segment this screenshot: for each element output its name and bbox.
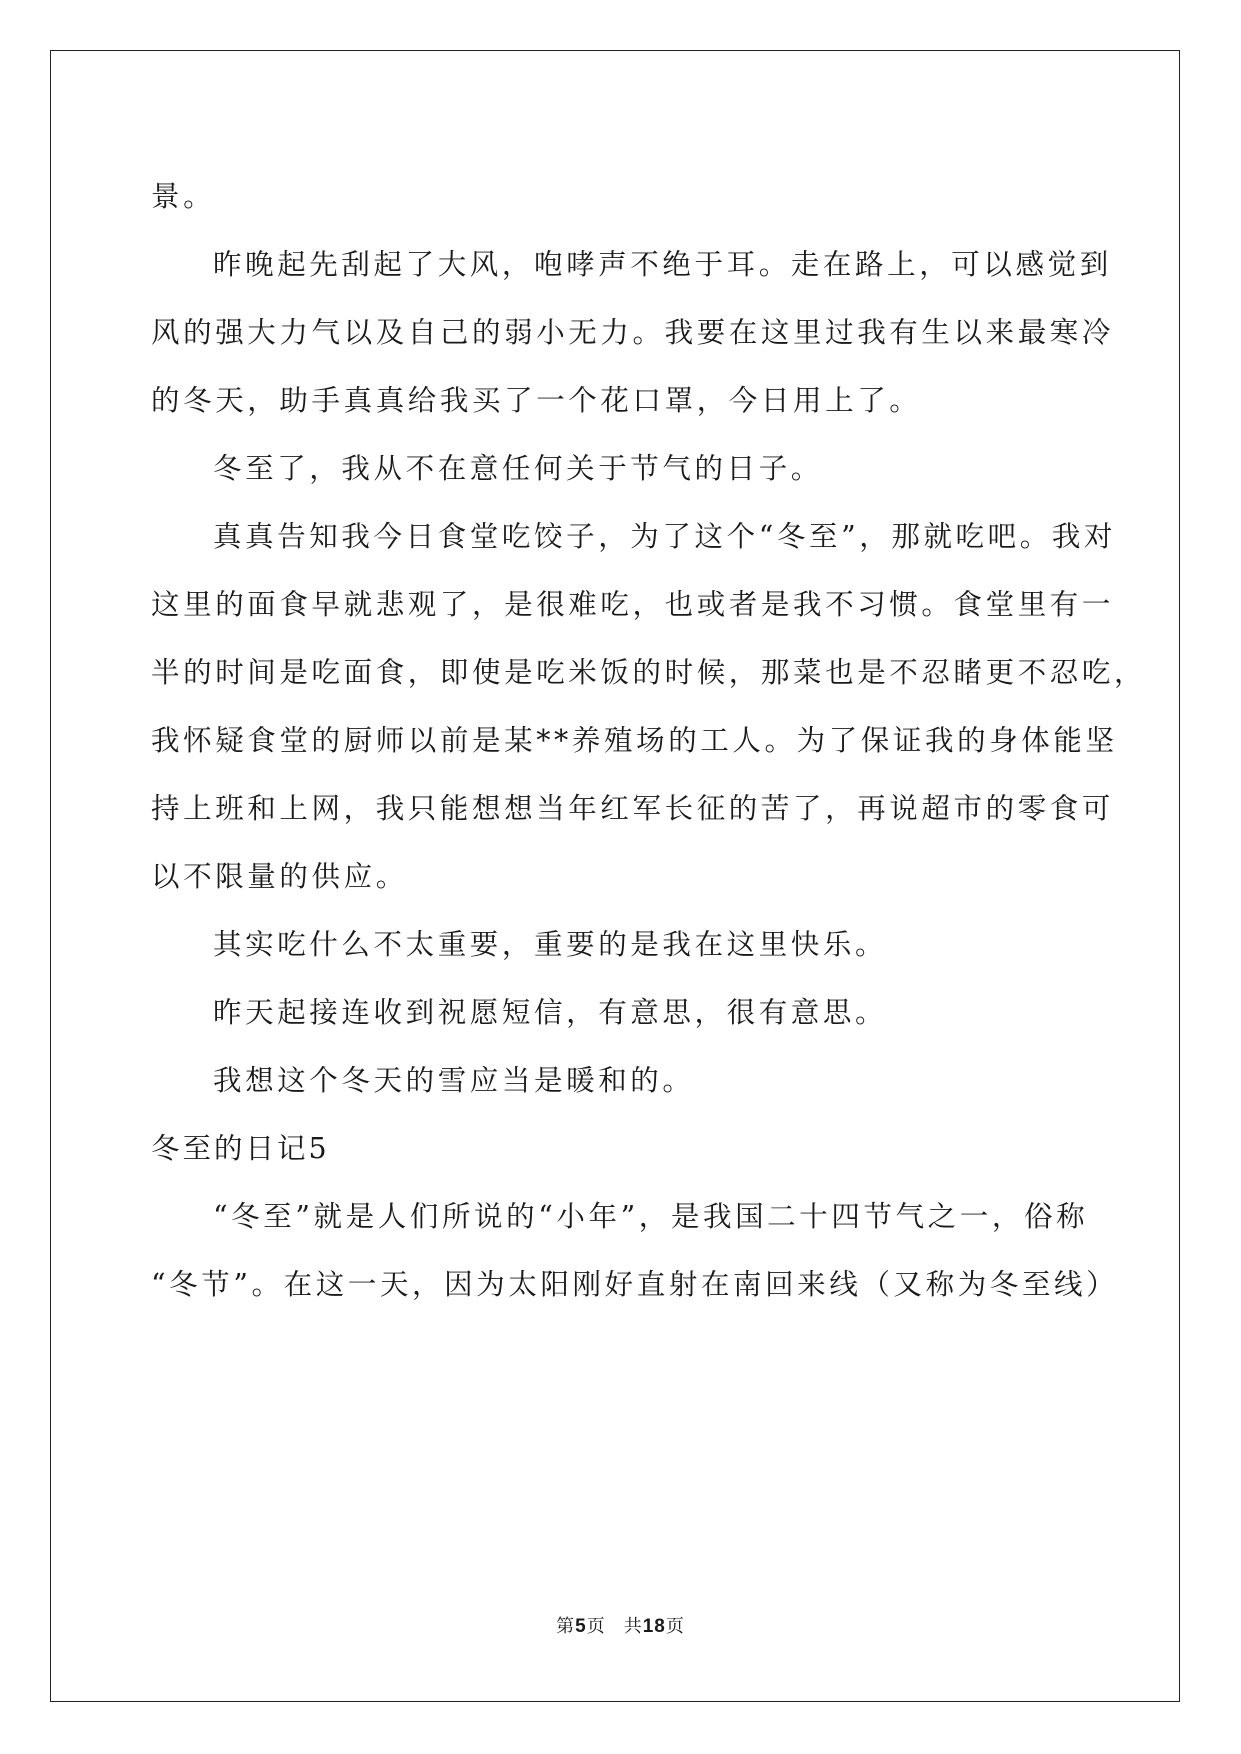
text-line: 我怀疑食堂的厨师以前是某**养殖场的工人。为了保证我的身体能坚 [151,724,1118,757]
total-prefix: 共 [623,1616,643,1637]
page-footer [0,1612,1241,1638]
total-pages: 18 [642,1616,666,1637]
text-line: 这里的面食早就悲观了，是很难吃，也或者是我不习惯。食堂里有一 [151,588,1115,621]
text-line: “冬节”。在这一天，因为太阳刚好直射在南回来线（又称为冬至线） [151,1268,1119,1301]
paragraph-start-line: “冬至”就是人们所说的“小年”，是我国二十四节气之一，俗称 [213,1200,1089,1233]
text-line: 风的强大力气以及自己的弱小无力。我要在这里过我有生以来最寒冷 [151,316,1115,349]
page-number: 5 [575,1616,587,1637]
total-suffix: 页 [665,1616,685,1637]
paragraph-start-line: 真真告知我今日食堂吃饺子，为了这个“冬至”，那就吃吧。我对 [213,520,1117,553]
page-prefix: 第 [556,1616,576,1637]
text-line: 持上班和上网，我只能想想当年红军长征的苦了，再说超市的零食可 [151,792,1115,825]
paragraph-start-line: 其实吃什么不太重要，重要的是我在这里快乐。 [213,928,888,961]
paragraph-start-line: 昨天起接连收到祝愿短信，有意思，很有意思。 [213,996,888,1029]
document-body [151,163,1147,1319]
text-line: 半的时间是吃面食，即使是吃米饭的时候，那菜也是不忍睹更不忍吃， [151,656,1147,689]
paragraph-start-line: 冬至了，我从不在意任何关于节气的日子。 [213,452,823,485]
paragraph-start-line: 昨晚起先刮起了大风，咆哮声不绝于耳。走在路上，可以感觉到 [213,248,1112,281]
paragraph-start-line: 我想这个冬天的雪应当是暖和的。 [213,1064,695,1097]
text-line: 的冬天，助手真真给我买了一个花口罩，今日用上了。 [151,384,922,417]
text-line: 以不限量的供应。 [151,860,408,893]
text-line: 景。 [151,180,216,213]
section-heading: 冬至的日记5 [151,1132,330,1165]
page-suffix: 页 [586,1616,606,1637]
